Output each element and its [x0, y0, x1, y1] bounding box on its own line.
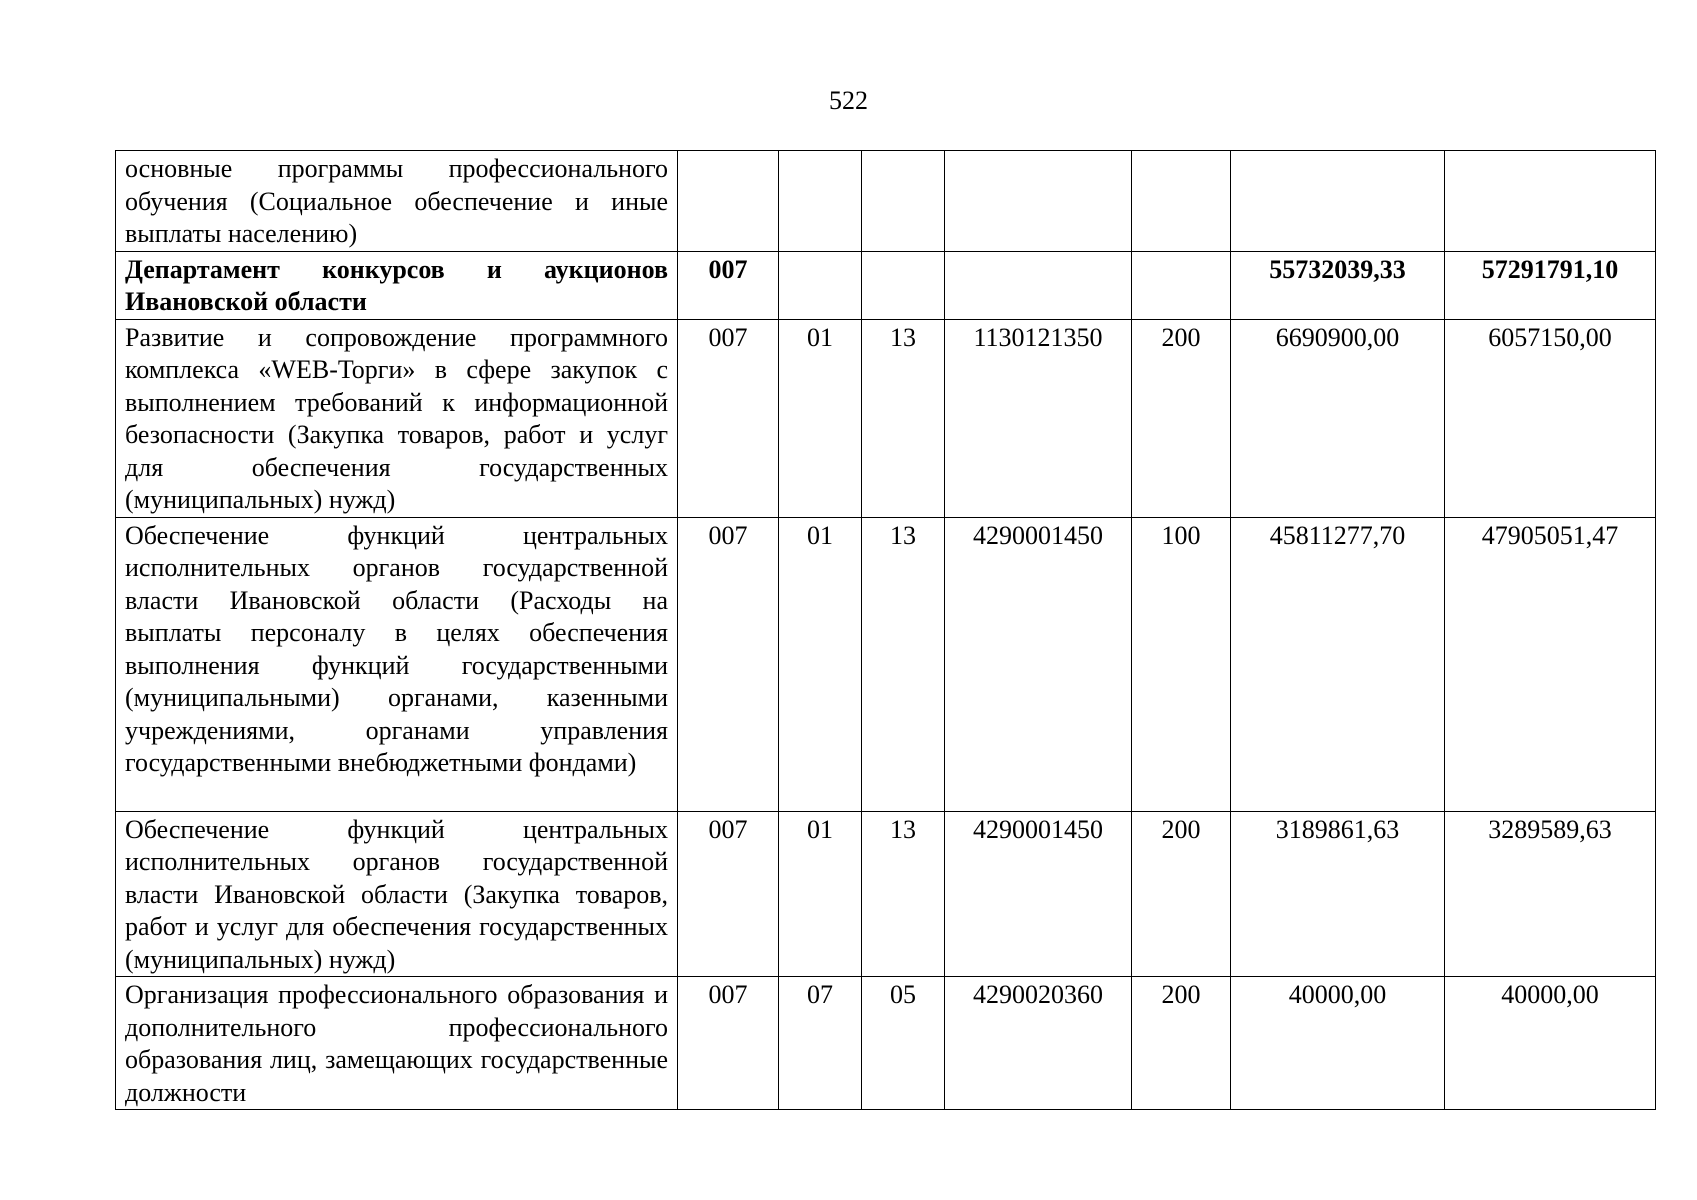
target-article-code: 4290001450 [945, 517, 1132, 811]
amount-year1: 6690900,00 [1231, 319, 1445, 517]
section-code: 01 [779, 319, 862, 517]
target-article-code: 4290001450 [945, 811, 1132, 977]
subsection-code: 13 [862, 811, 945, 977]
target-article-code [945, 251, 1132, 319]
ministry-code: 007 [678, 319, 779, 517]
row-description: Обеспечение функций центральных исполнительных органов государственной власти Ивановской области (Закупка товаров, работ и услуг для обеспечения государственных (муниципальных) нужд) [116, 811, 678, 977]
amount-year1: 55732039,33 [1231, 251, 1445, 319]
subsection-code: 13 [862, 319, 945, 517]
row-description: Департамент конкурсов и аукционов Ивановской области [116, 251, 678, 319]
table-row [116, 319, 1656, 517]
expense-type-code: 100 [1132, 517, 1231, 811]
row-description: основные программы профессионального обучения (Социальное обеспечение и иные выплаты населению) [116, 151, 678, 252]
ministry-code: 007 [678, 811, 779, 977]
subsection-code [862, 251, 945, 319]
page-number: 522 [829, 86, 868, 115]
subsection-code: 13 [862, 517, 945, 811]
subsection-code [862, 151, 945, 252]
table-row [116, 151, 1656, 252]
target-article-code [945, 151, 1132, 252]
section-code [779, 151, 862, 252]
section-code [779, 251, 862, 319]
amount-year1: 45811277,70 [1231, 517, 1445, 811]
section-code: 01 [779, 517, 862, 811]
ministry-code: 007 [678, 977, 779, 1110]
budget-table [115, 150, 1656, 1110]
amount-year2 [1445, 151, 1656, 252]
section-code: 01 [779, 811, 862, 977]
target-article-code: 4290020360 [945, 977, 1132, 1110]
amount-year2: 57291791,10 [1445, 251, 1656, 319]
expense-type-code: 200 [1132, 811, 1231, 977]
ministry-code [678, 151, 779, 252]
row-description: Организация профессионального образования и дополнительного профессионального образования лиц, замещающих государственные должности [116, 977, 678, 1110]
expense-type-code: 200 [1132, 319, 1231, 517]
amount-year1: 3189861,63 [1231, 811, 1445, 977]
expense-type-code [1132, 251, 1231, 319]
expense-type-code [1132, 151, 1231, 252]
amount-year2: 40000,00 [1445, 977, 1656, 1110]
table-row [116, 517, 1656, 811]
amount-year2: 6057150,00 [1445, 319, 1656, 517]
subsection-code: 05 [862, 977, 945, 1110]
ministry-code: 007 [678, 251, 779, 319]
amount-year2: 3289589,63 [1445, 811, 1656, 977]
amount-year2: 47905051,47 [1445, 517, 1656, 811]
expense-type-code: 200 [1132, 977, 1231, 1110]
table-row [116, 977, 1656, 1110]
amount-year1: 40000,00 [1231, 977, 1445, 1110]
section-code: 07 [779, 977, 862, 1110]
ministry-code: 007 [678, 517, 779, 811]
table-row-department [116, 251, 1656, 319]
row-description: Развитие и сопровождение программного комплекса «WEB-Торги» в сфере закупок с выполнением требований к информационной безопасности (Закупка товаров, работ и услуг для обеспечения государственных (муниципальных) нужд) [116, 319, 678, 517]
row-description: Обеспечение функций центральных исполнительных органов государственной власти Ивановской области (Расходы на выплаты персоналу в целях обеспечения выполнения функций государственными (муниципальными) органами, казенными учреждениями, органами управления государственными внебюджетными фондами) [116, 517, 678, 811]
target-article-code: 1130121350 [945, 319, 1132, 517]
amount-year1 [1231, 151, 1445, 252]
table-row [116, 811, 1656, 977]
